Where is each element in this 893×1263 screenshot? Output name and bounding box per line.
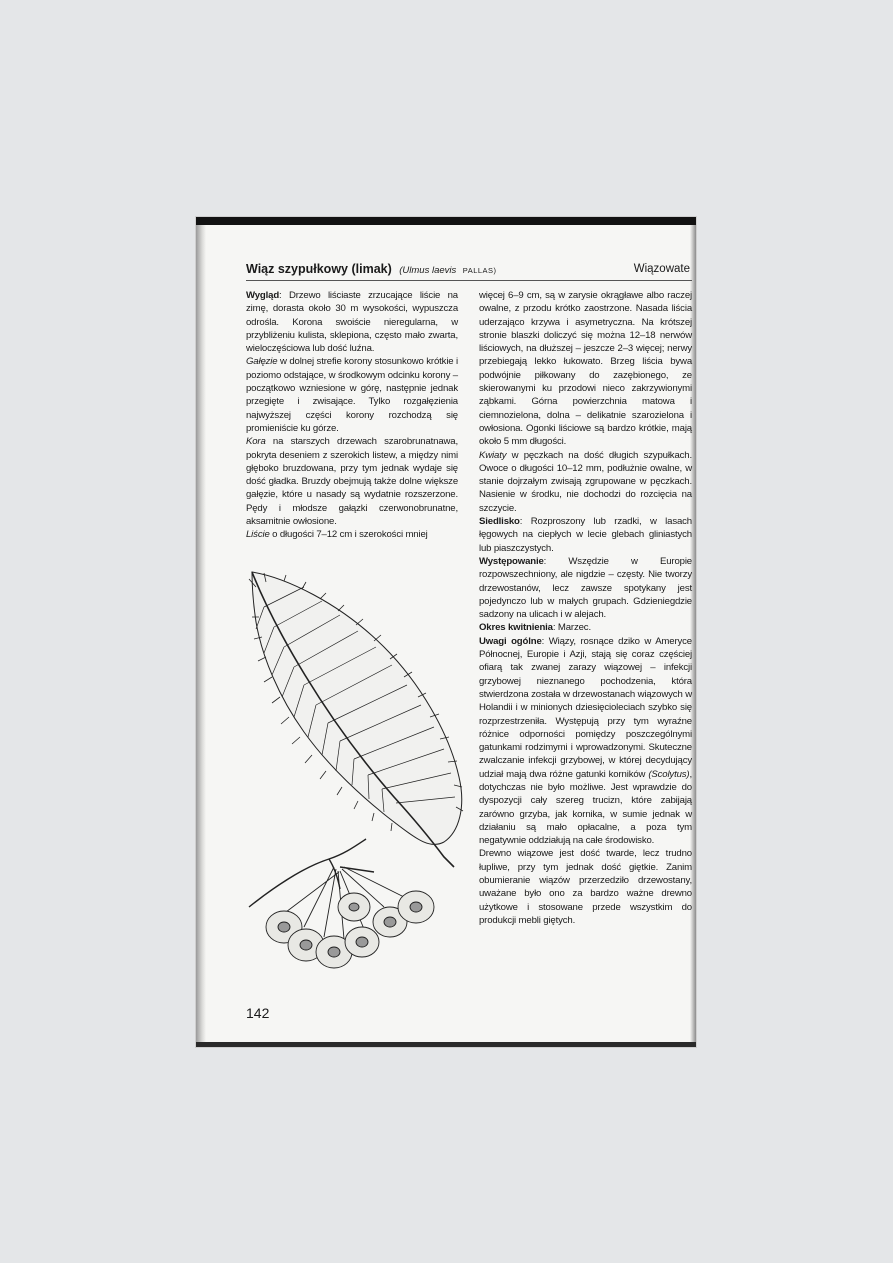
paragraph-wood: [479, 847, 692, 927]
text-leaves: o długości 7–12 cm i szerokości mniej: [269, 529, 428, 541]
page-number: 142: [246, 1005, 270, 1021]
species-title: [246, 262, 497, 276]
right-text-column: [479, 289, 692, 927]
label-leaves: Liście: [246, 529, 270, 541]
scan-top-border: [196, 217, 696, 225]
label-habitat: Siedlisko: [479, 516, 520, 528]
paragraph-general-notes: [479, 635, 692, 848]
paragraph-flowering: [479, 621, 692, 634]
text-appearance: : Drzewo liściaste zrzucające liście na zimę, dorasta około 30 m wysokości, wypuszcza odrośla. Korona swoiście nieregularna, w przybliżeniu kulista, sklepiona, często mało zwarta, wieloczęściowa lub dość luźna.: [246, 290, 458, 355]
species-author: PALLAS): [462, 266, 497, 275]
label-occurrence: Występowanie: [479, 555, 544, 567]
label-general-notes: Uwagi ogólne: [479, 635, 542, 647]
text-flowers: w pęczkach na dość długich szypułkach. Owoce o długości 10–12 mm, podłużnie owalne, w stanie dojrzałym zwisają zgrupowane w pęczkach. Nasienie w środku, nie dochodzi do rozcięcia na szczycie.: [479, 449, 692, 514]
paragraph-appearance: [246, 289, 458, 355]
family-name: Wiązowate: [633, 263, 690, 275]
label-branches: Gałęzie: [246, 356, 278, 368]
paragraph-branches: [246, 355, 458, 435]
text-branches: w dolnej strefie korony stosunkowo krótkie i poziomo odstające, w środkowym odcinku korony – początkowo wzniesione w górę, następnie jednak przegięte i zwisające. Tylko rozgałęzienia najwyższej części korony rozchodzą się promieniście ku górze.: [246, 356, 458, 434]
label-appearance: Wygląd: [246, 290, 280, 301]
species-name: Wiąz szypułkowy (limak): [246, 262, 392, 276]
text-wood: Drewno wiązowe jest dość twarde, lecz trudno łupliwe, przy tym jednak dość giętkie. Zanim obumieranie wiązów przerzedziło drzewostany, uważane było ono za bardzo ważne drewno użytkowe i stosowane przede wszystkim do produkcji mebli giętych.: [479, 848, 692, 926]
text-general-notes-b: , dotychczas nie było możliwe. Jest wprawdzie do dyspozycji cały szereg trucizn, które zabijają zarówno grzyba, jak kornika, w sumie jednak w działaniu są mało opłacalne, a poza tym negatywnie oddziałują na całe środowisko.: [479, 768, 692, 847]
label-flowering: Okres kwitnienia: [479, 622, 553, 634]
text-bark: na starszych drzewach szarobrunatnawa, pokryta deseniem z szerokich listew, a między nimi głęboko bruzdowana, przy tym jednak wydaje się dość gładka. Bruzdy obejmują także dolne większe gałęzie, które u nasady są wydatnie rozszerzone. Pędy i młodsze gałązki czerwonobrunatne, aksamitnie owłosione.: [246, 436, 458, 528]
elm-leaf-and-fruit-illustration: [244, 567, 469, 987]
book-spine-shadow: [196, 225, 206, 1042]
text-leaves-continued: więcej 6–9 cm, są w zarysie okrągławe albo raczej owalne, z przodu krótko zaostrzone. Nasada liścia uderzająco krzywa i asymetryczna. Na krótszej stronie blaszki doliczyć się można 12–18 nerwów liściowych, na dłuższej – jeszcze 2–3 więcej; nerwy przebiegają lekko łukowato. Brzeg liścia bywa podwójnie piłkowany do zazębionego, ze skierowanymi ku przodowi nieco zakrzywionymi ząbkami. Górna powierzchnia matowa i ciemnozielona, dolna – delikatnie szarozielona i owłosiona. Ogonki liściowe są bardzo krótkie, mają około 5 mm długości.: [479, 290, 692, 448]
leaf-drawing: [249, 572, 463, 867]
text-scolytus: (Scolytus): [648, 768, 690, 780]
fruit-cluster-drawing: [266, 867, 434, 968]
species-latin: (Ulmus laevis: [399, 265, 457, 276]
paragraph-flowers: [479, 449, 692, 515]
text-occurrence: : Wszędzie w Europie rozpowszechniony, ale nigdzie – częsty. Nie tworzy drzewostanów, lecz zawsze spotykany jest pojedynczo lub w małych grupach. Gdzieniegdzie sadzony na ulicach i w alejach.: [479, 555, 692, 621]
label-flowers: Kwiaty: [479, 449, 507, 461]
left-text-column: [246, 289, 458, 542]
paragraph-bark: [246, 435, 458, 528]
text-general-notes-a: : Wiązy, rosnące dziko w Ameryce Północnej, Europie i Azji, stają się coraz częściej ofiarą tak zwanej zarazy wiązowej – infekcji grzybowej nieznanego pochodzenia, która stwierdzona została w drzewostanach wiązowych w Holandii i w minionych dziesięcioleciach szybko się rozprzestrzeniła. Występują przy tym wyraźne różnice odporności pomiędzy poszczególnymi gatunkami rodzimymi i wprowadzonymi. Skuteczne zwalczanie infekcji grzybowej, w której decydujący udział mają dwa różne gatunki korników: [479, 635, 692, 780]
scan-bottom-border: [196, 1042, 696, 1047]
paragraph-leaves-continued: [479, 289, 692, 449]
paragraph-habitat: [479, 515, 692, 555]
paragraph-leaves: [246, 528, 458, 541]
text-flowering: : Marzec.: [552, 622, 591, 634]
label-bark: Kora: [246, 436, 266, 448]
text-habitat: : Rozproszony lub rzadki, w lasach łęgowych na ciepłych w lecie glebach gliniastych lub piaszczystych.: [479, 516, 692, 554]
paragraph-occurrence: [479, 555, 692, 621]
page-header: [246, 260, 692, 281]
scanned-page: [196, 217, 696, 1047]
